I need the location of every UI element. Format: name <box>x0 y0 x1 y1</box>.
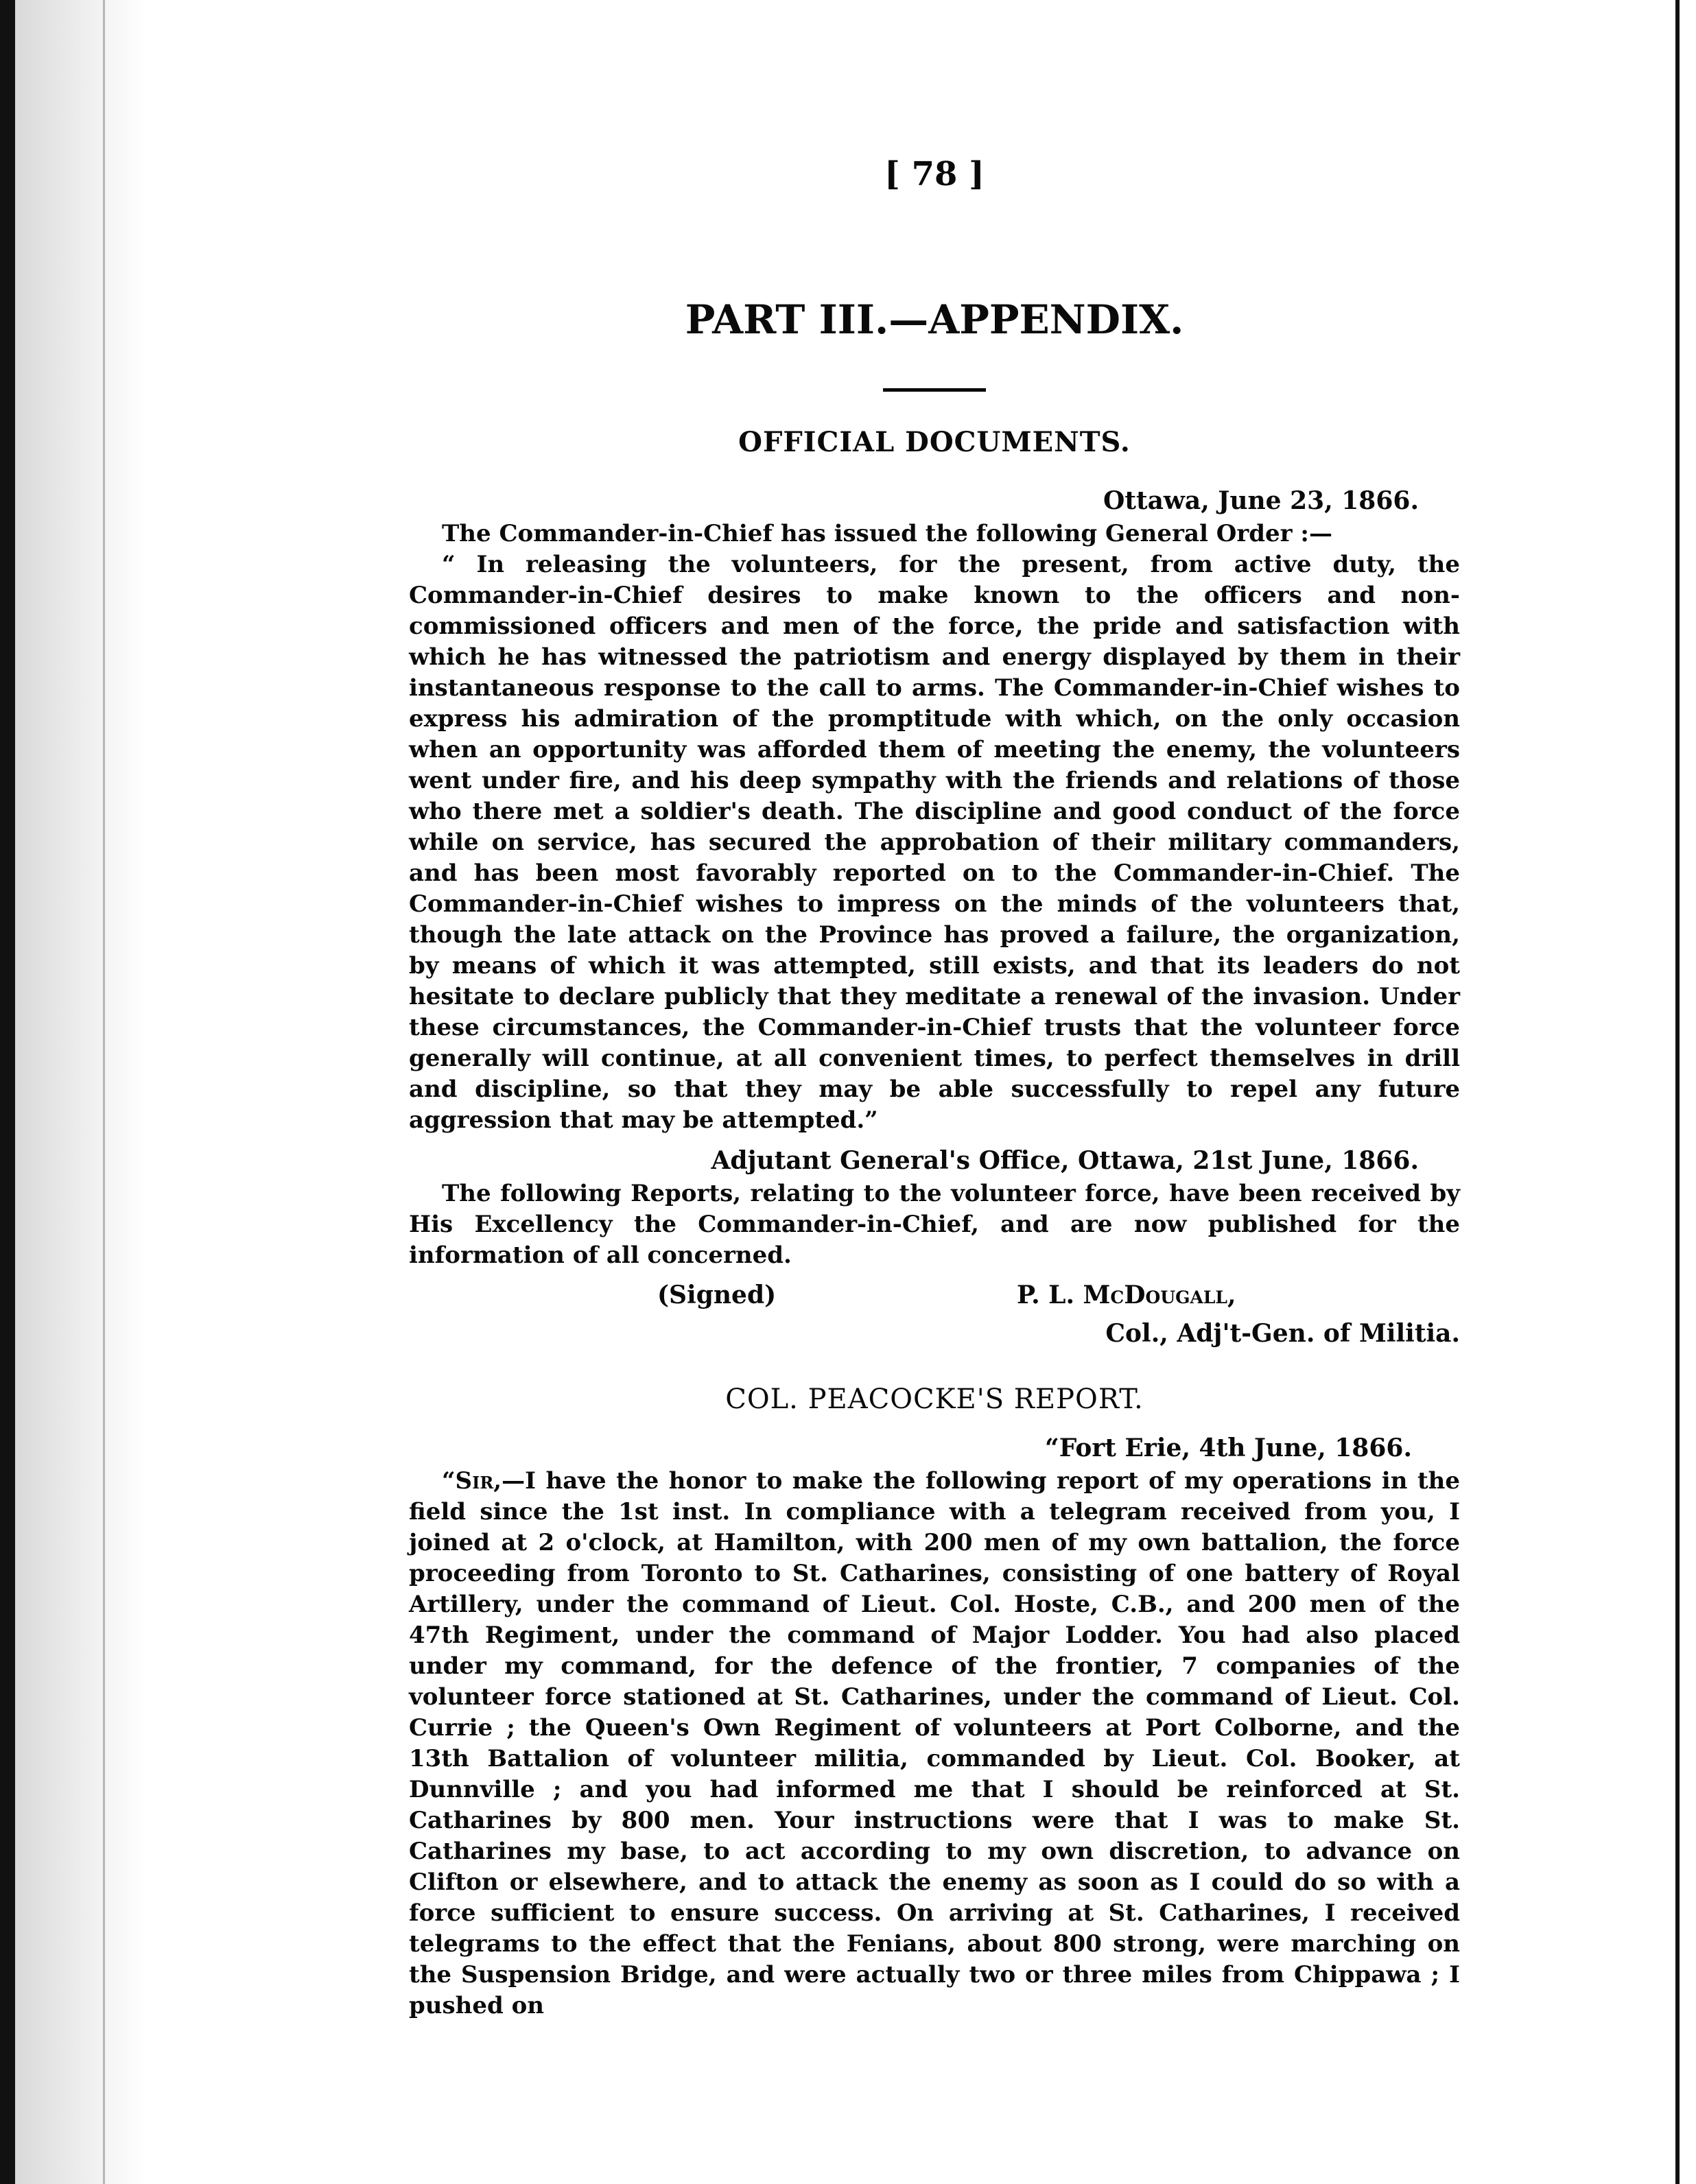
signature-row <box>409 1281 1460 1316</box>
part-title: PART III.—APPENDIX. <box>685 296 1184 343</box>
scan-right-edge <box>1675 0 1696 2184</box>
report-salutation: “Sir, <box>442 1467 502 1495</box>
document-page <box>409 155 1460 2021</box>
general-order-intro: The Commander-in-Chief has issued the following General Order :— <box>442 520 1332 547</box>
report-dateline: “Fort Erie, 4th June, 1866. <box>1045 1434 1412 1462</box>
gutter-shadow-line <box>103 0 105 2184</box>
page-number: [ 78 ] <box>884 155 985 193</box>
adjutant-dateline: Adjutant General's Office, Ottawa, 21st June, 1866. <box>711 1146 1419 1175</box>
signer-name: P. L. McDougall, <box>1017 1281 1236 1309</box>
adjutant-notice-body: The following Reports, relating to the volunteer force, have been received by His Excellency the Commander-in-Chief, and are now published for the information of all concerned. <box>409 1180 1460 1269</box>
report-body <box>409 1466 1460 2021</box>
title-rule <box>883 388 986 392</box>
signer-title: Col., Adj't-Gen. of Militia. <box>1105 1319 1460 1348</box>
general-order-dateline: Ottawa, June 23, 1866. <box>1103 486 1419 515</box>
section-title: OFFICIAL DOCUMENTS. <box>738 426 1131 458</box>
signed-label: (Signed) <box>657 1281 777 1309</box>
scan-left-edge <box>0 0 15 2184</box>
report-text: —I have the honor to make the following report of my operations in the field since the 1st inst. In compliance with a telegram received from you, I joined at 2 o'clock, at Hamilton, with 200 men of my own battalion, the force proceeding from Toronto to St. Catharines, consisting of one battery of Royal Artillery, under the command of Lieut. Col. Hoste, C.B., and 200 men of the 47th Regiment, under the command of Major Lodder. You had also placed under my command, for the defence of the frontier, 7 companies of the volunteer force stationed at St. Catharines, under the command of Lieut. Col. Currie ; the Queen's Own Regiment of volunteers at Port Colborne, and the 13th Battalion of volunteer militia, commanded by Lieut. Col. Booker, at Dunnville ; and you had informed me that I should be reinforced at St. Catharines by 800 men. Your instructions were that I was to make St. Catharines my base, to act according to my own discretion, to advance on Clifton or elsewhere, and to attack the enemy as soon as I could do so with a force sufficient to ensure success. On arriving at St. Catharines, I received telegrams to the effect that the Fenians, about 800 strong, were marching on the Suspension Bridge, and were actually two or three miles from Chippawa ; I pushed on <box>409 1467 1460 2019</box>
binding-gutter <box>15 0 145 2184</box>
report-title: COL. PEACOCKE'S REPORT. <box>725 1384 1144 1415</box>
general-order-body: “ In releasing the volunteers, for the present, from active duty, the Commander-in-Chief desires to make known to the officers and non-commissioned officers and men of the force, the pride and satisfaction with which he has witnessed the patriotism and energy displayed by them in their instantaneous response to the call to arms. The Commander-in-Chief wishes to express his admiration of the promptitude with which, on the only occasion when an opportunity was afforded them of meeting the enemy, the volunteers went under fire, and his deep sympathy with the friends and relations of those who there met a soldier's death. The discipline and good conduct of the force while on service, has secured the approbation of their military commanders, and has been most favorably reported on to the Commander-in-Chief. The Commander-in-Chief wishes to impress on the minds of the volunteers that, though the late attack on the Province has proved a failure, the organization, by means of which it was attempted, still exists, and that its leaders do not hesitate to declare publicly that they meditate a renewal of the invasion. Under these circumstances, the Commander-in-Chief trusts that the volunteer force generally will continue, at all convenient times, to perfect themselves in drill and discipline, so that they may be able successfully to repel any future aggression that may be attempted.” <box>409 551 1460 1134</box>
